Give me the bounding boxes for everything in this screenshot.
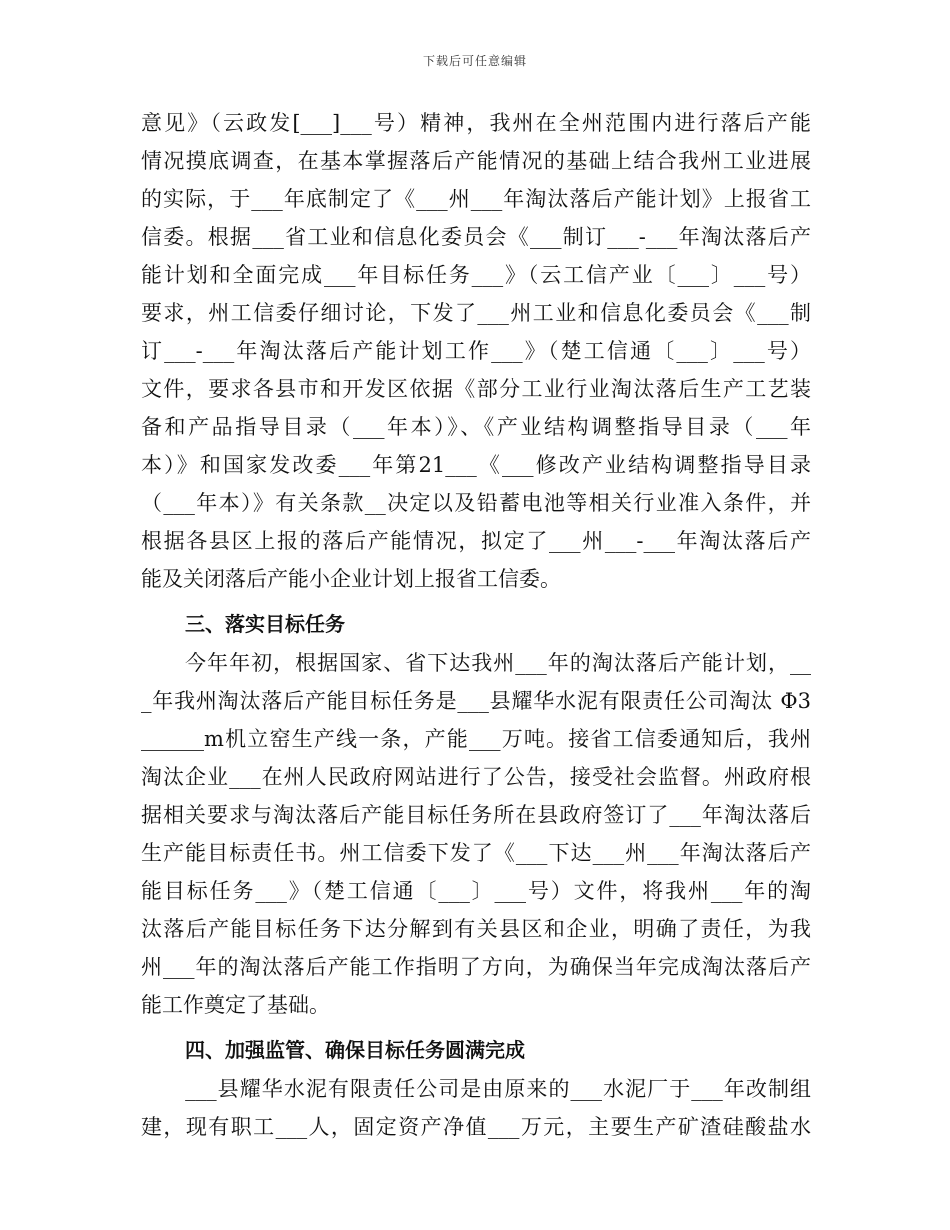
text-line: 情况摸底调查，在基本掌握落后产能情况的基础上结合我州工业进展 [141,149,811,173]
paragraph-target-tasks [141,644,811,1024]
text-line: 本）》和国家发改委___年第21___《___修改产业结构调整指导目录 [141,453,811,477]
section-heading-4: 四、加强监管、确保目标任务圆满完成 [185,1038,525,1062]
text-line: 能目标任务___》（楚工信通〔___〕___号）文件，将我州___年的淘 [141,879,811,903]
text-line: ______m机立窑生产线一条，产能___万吨。接省工信委通知后，我州 [141,727,811,751]
text-line: _年我州淘汰落后产能目标任务是___县耀华水泥有限责任公司淘汰 Φ3 [141,689,811,713]
text-line: ___县耀华水泥有限责任公司是由原来的___水泥厂于___年改制组 [141,1077,811,1101]
text-line: 淘汰企业___在州人民政府网站进行了公告，接受社会监督。州政府根 [141,765,811,789]
text-line: 订___-___年淘汰落后产能计划工作___》（楚工信通〔___〕___号） [141,339,811,363]
text-line: 备和产品指导目录（___年本）》、《产业结构调整指导目录（___年 [141,415,811,439]
text-line: 能及关闭落后产能小企业计划上报省工信委。 [141,567,561,591]
document-body [141,104,811,1146]
text-line: 汰落后产能目标任务下达分解到有关县区和企业，明确了责任，为我 [141,917,811,941]
text-line: 能计划和全面完成___年目标任务___》（云工信产业〔___〕___号） [141,263,811,287]
text-line: 文件，要求各县市和开发区依据《部分工业行业淘汰落后生产工艺装 [141,377,811,401]
text-line: 建，现有职工___人，固定资产净值___万元，主要生产矿渣硅酸盐水 [141,1115,811,1139]
page-header: 下载后可任意编辑 [422,54,527,68]
text-line: 根据各县区上报的落后产能情况，拟定了___州___-___年淘汰落后产 [141,529,811,553]
text-line: 今年年初，根据国家、省下达我州___年的淘汰落后产能计划，__ [141,651,811,675]
text-line: 意见》（云政发[___]___号）精神，我州在全州范围内进行落后产能 [141,111,811,135]
text-line: 的实际，于___年底制定了《___州___年淘汰落后产能计划》上报省工 [141,187,811,211]
section-heading-3: 三、落实目标任务 [185,612,345,636]
text-line: 生产能目标责任书。州工信委下发了《___下达___州___年淘汰落后产 [141,841,811,865]
text-line: 能工作奠定了基础。 [141,993,330,1017]
text-line: （___年本）》有关条款__决定以及铅蓄电池等相关行业准入条件，并 [141,491,811,515]
text-line: 信委。根据___省工业和信息化委员会《___制订___-___年淘汰落后产 [141,225,811,249]
paragraph-policy-background [141,104,811,598]
text-line: 州___年的淘汰落后产能工作指明了方向，为确保当年完成淘汰落后产 [141,955,811,979]
text-line: 要求，州工信委仔细讨论，下发了___州工业和信息化委员会《___制 [141,301,811,325]
text-line: 据相关要求与淘汰落后产能目标任务所在县政府签订了___年淘汰落后 [141,803,811,827]
paragraph-supervision [141,1070,811,1146]
